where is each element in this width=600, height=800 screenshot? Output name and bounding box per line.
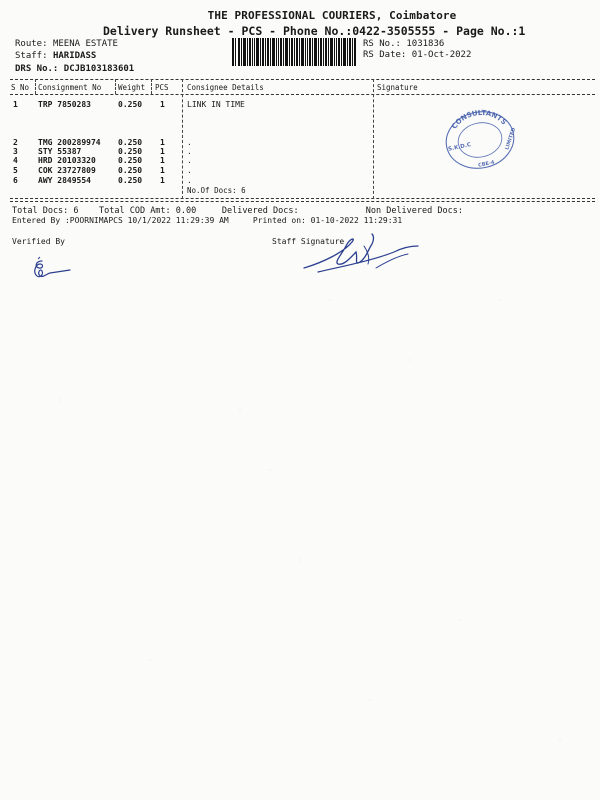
company-stamp: [441, 108, 519, 172]
drs-value: DCJB103183601: [63, 64, 135, 74]
col-header-sno: S No: [11, 83, 30, 92]
staff-label: Staff:: [15, 51, 48, 61]
table-bottom-rule-2: [10, 201, 595, 202]
rs-no-value: 1031836: [406, 39, 445, 49]
row-pcs: 1: [160, 138, 165, 147]
entry-info: [12, 216, 402, 225]
row-sno: 5: [13, 166, 18, 175]
row-pcs: 1: [160, 147, 165, 156]
staff-signature-label: Staff Signature: [272, 237, 345, 246]
row-consignee: .: [187, 147, 192, 156]
staff-signature: [294, 232, 424, 277]
stamp-text-top: CONSULTANTS: [450, 108, 509, 131]
col-divider: [373, 79, 374, 199]
drs-field: [15, 64, 134, 74]
delivered-docs: Delivered Docs:: [221, 206, 299, 216]
no-of-docs: No.Of Docs: 6: [187, 186, 246, 195]
row-weight: 0.250: [118, 176, 143, 185]
rs-no-label: RS No.:: [363, 39, 401, 49]
row-consignee: LINK IN TIME: [187, 100, 245, 109]
row-pcs: 1: [160, 166, 165, 175]
row-consignee: .: [187, 166, 192, 175]
col-divider: [182, 79, 183, 199]
row-weight: 0.250: [118, 138, 143, 147]
barcode: [232, 38, 356, 66]
row-consignment: AWY 2849554: [38, 176, 91, 185]
row-sno: 1: [13, 100, 18, 109]
staff-field: [15, 51, 96, 61]
table-bottom-rule: [10, 198, 595, 199]
stamp-text-right: LIMITED: [504, 127, 518, 151]
col-divider: [151, 79, 152, 94]
row-pcs: 1: [160, 176, 165, 185]
runsheet-title: Delivery Runsheet - PCS - Phone No.:0422-3505555 - Page No.:1: [103, 24, 526, 38]
printed-on: Printed on: 01-10-2022 11:29:31: [252, 216, 403, 225]
rs-date-label: RS Date:: [363, 50, 407, 60]
row-sno: 4: [13, 156, 18, 165]
route-field: [15, 39, 118, 49]
company-title: THE PROFESSIONAL COURIERS, Coimbatore: [207, 9, 457, 22]
col-divider: [35, 79, 36, 94]
stamp-text-left: S.K.D.C: [447, 142, 472, 153]
rs-no-field: [363, 39, 444, 49]
non-delivered-docs: Non Delivered Docs:: [365, 206, 463, 216]
verified-by-label: Verified By: [12, 237, 65, 246]
row-consignment: STY 55387: [38, 147, 82, 156]
entered-by: Entered By :POORNIMAPCS 10/1/2022 11:29:39 AM: [12, 216, 229, 225]
col-header-consignee: Consignee Details: [187, 83, 264, 92]
drs-label: DRS No.:: [15, 64, 59, 74]
row-consignment: TMG 200289974: [38, 138, 101, 147]
table-header-rule: [10, 94, 595, 95]
row-sno: 2: [13, 138, 18, 147]
total-cod: Total COD Amt: 0.00: [99, 206, 197, 216]
row-consignee: .: [187, 176, 192, 185]
col-header-weight: Weight: [118, 83, 146, 92]
row-weight: 0.250: [118, 166, 143, 175]
route-label: Route:: [15, 39, 48, 49]
row-pcs: 1: [160, 156, 165, 165]
table-top-rule: [10, 79, 595, 80]
rs-date-value: 01-Oct-2022: [411, 50, 472, 60]
row-sno: 6: [13, 176, 18, 185]
total-docs: Total Docs: 6: [12, 206, 79, 216]
staff-value: HARIDASS: [52, 51, 97, 61]
row-consignment: COK 23727809: [38, 166, 96, 175]
totals-line: [12, 206, 463, 216]
rs-date-field: [363, 50, 471, 60]
route-value: MEENA ESTATE: [52, 39, 118, 49]
row-weight: 0.250: [118, 147, 143, 156]
col-header-consignment: Consignment No: [38, 83, 102, 92]
row-consignee: .: [187, 138, 192, 147]
col-header-signature: Signature: [377, 83, 418, 92]
row-consignee: .: [187, 156, 192, 165]
verifier-signature: [28, 255, 74, 283]
row-pcs: 1: [160, 100, 165, 109]
row-weight: 0.250: [118, 100, 143, 109]
row-consignment: HRD 20103320: [38, 156, 96, 165]
col-header-pcs: PCS: [155, 83, 169, 92]
col-divider: [115, 79, 116, 94]
row-sno: 3: [13, 147, 18, 156]
stamp-text-bottom: CBE-4: [477, 159, 496, 169]
row-consignment: TRP 7850283: [38, 100, 91, 109]
row-weight: 0.250: [118, 156, 143, 165]
